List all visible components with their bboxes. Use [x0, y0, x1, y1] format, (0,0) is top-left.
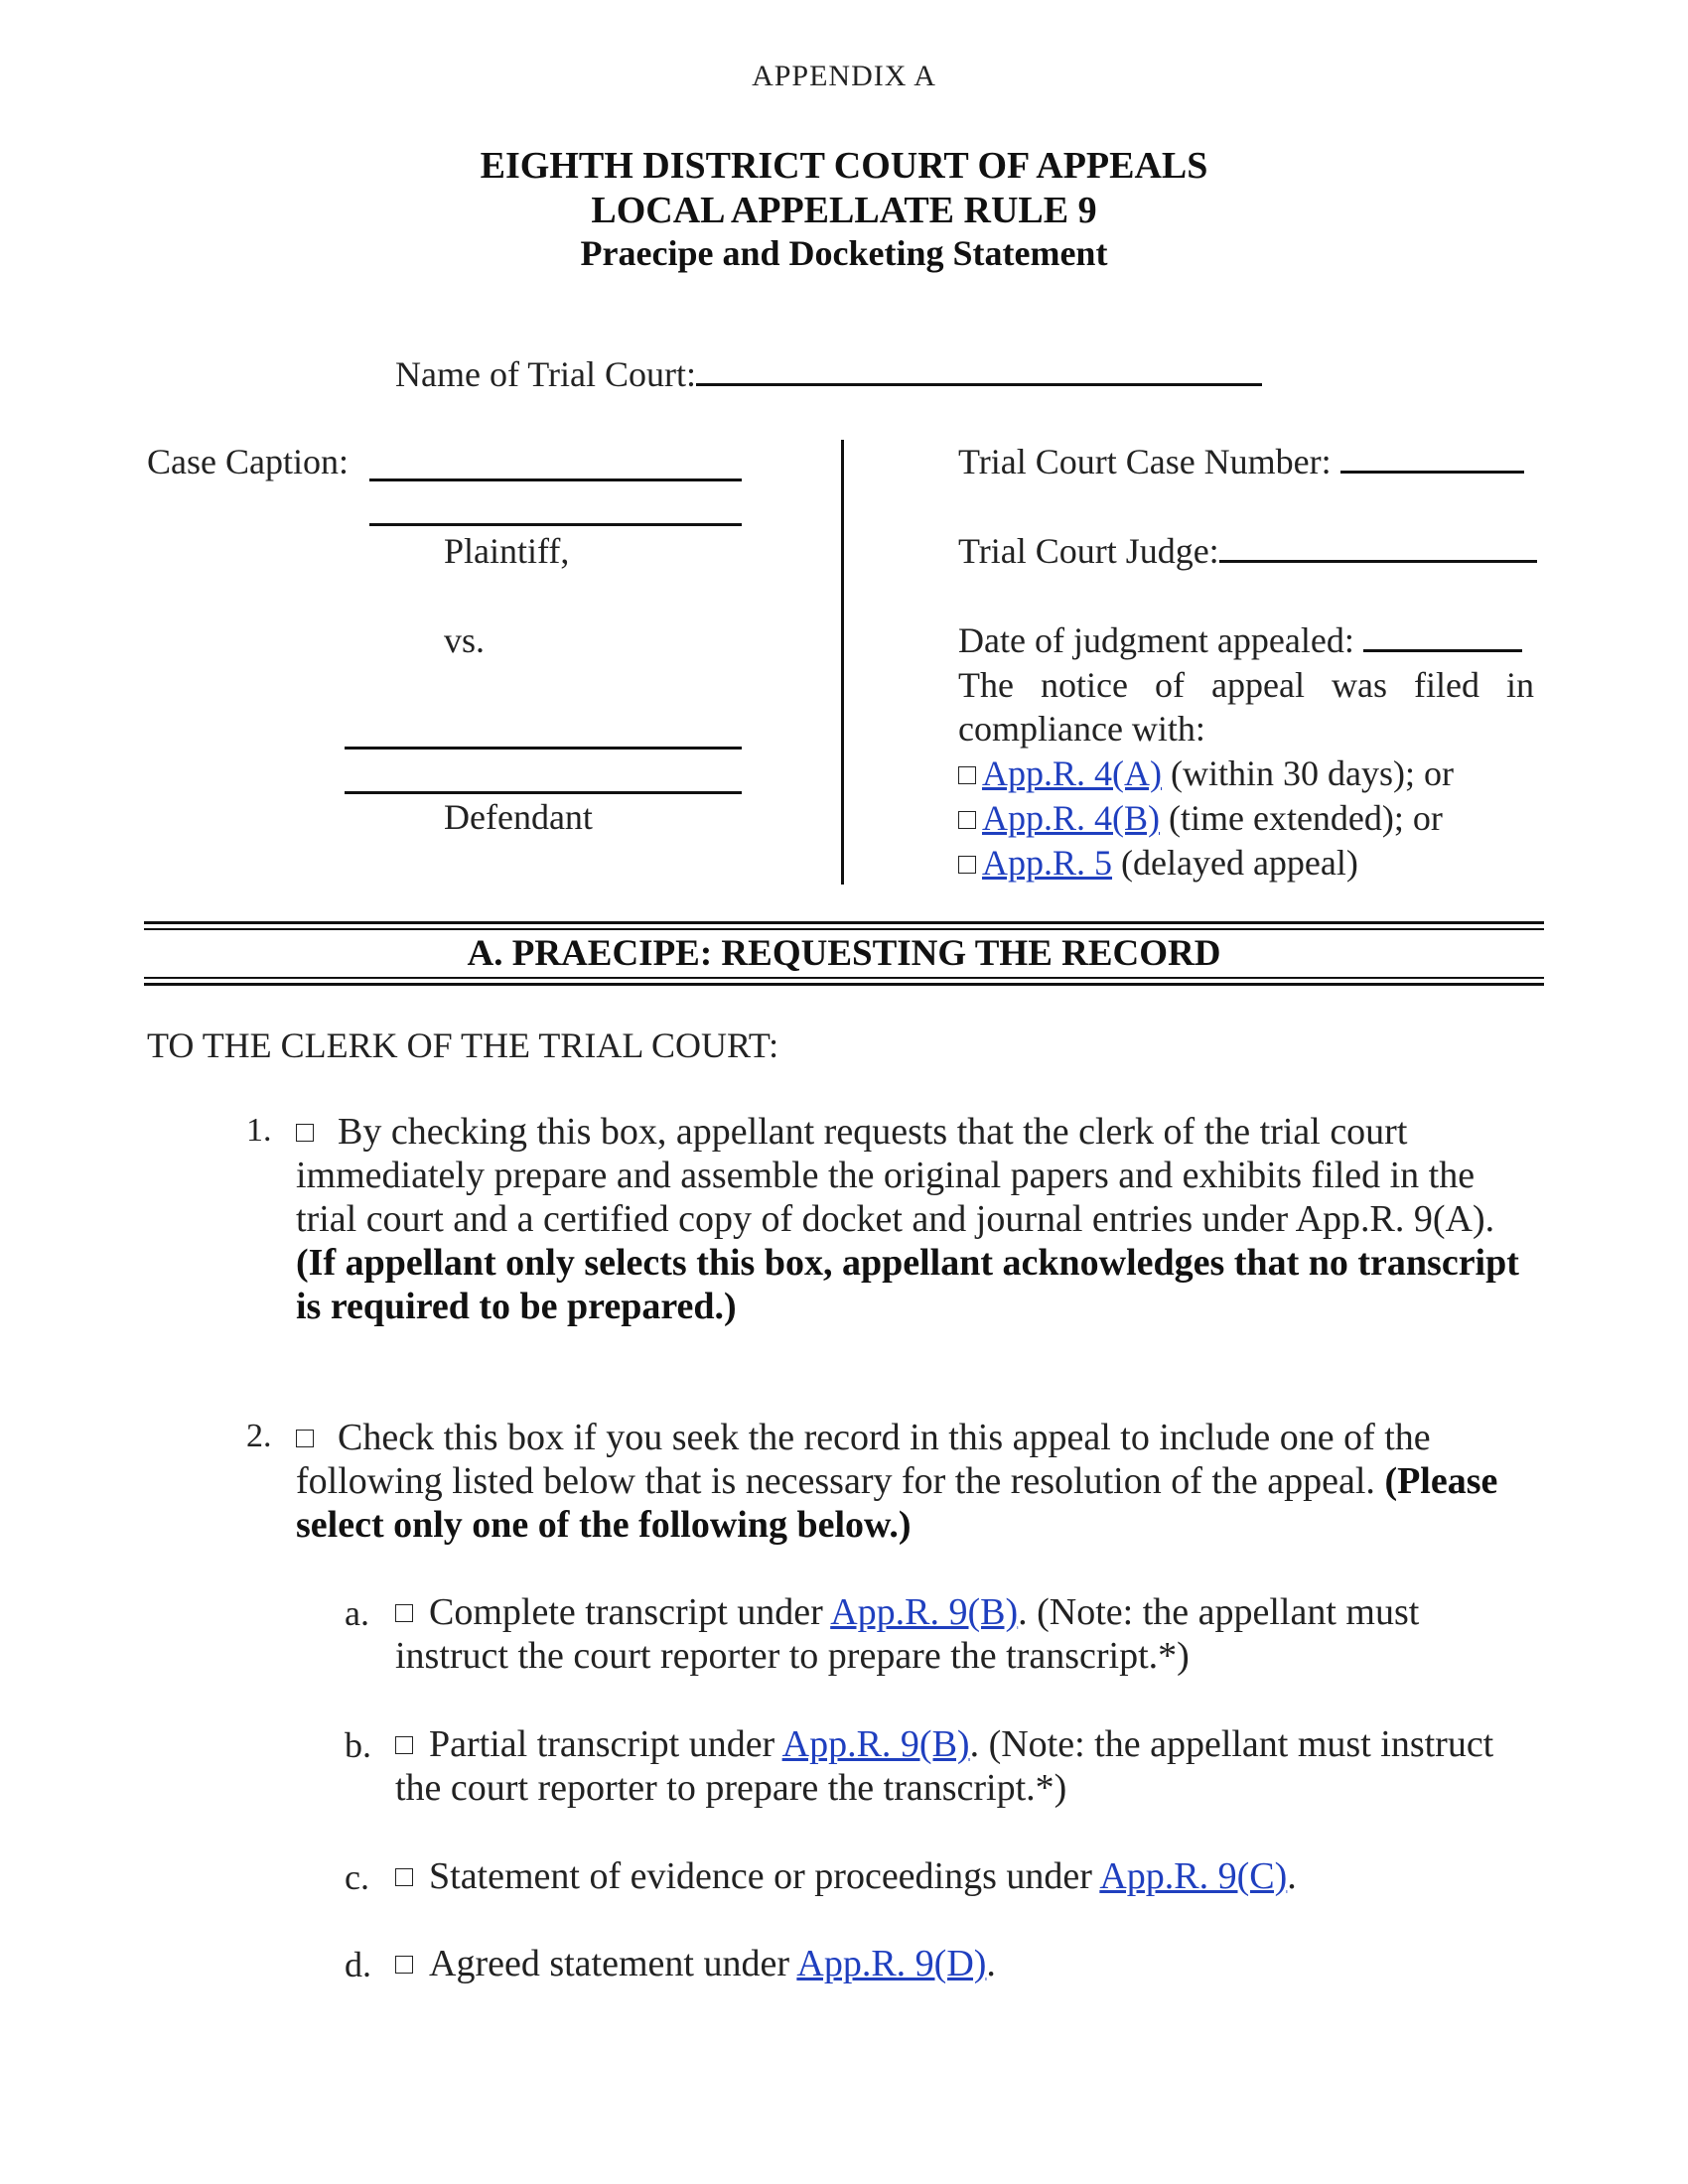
item-1-bold-note: (If appellant only selects this box, appellant acknowledges that no transcript is required to be prepared.)	[296, 1242, 1519, 1327]
section-rule-top-2	[144, 928, 1544, 930]
checkbox-item-1[interactable]	[296, 1124, 314, 1142]
plaintiff-label: Plaintiff,	[444, 531, 570, 571]
checkbox-app-r-4a[interactable]	[958, 766, 976, 784]
link-app-r-4b[interactable]: App.R. 4(B)	[982, 798, 1160, 838]
case-caption-label: Case Caption:	[147, 442, 349, 481]
appendix-label: APPENDIX A	[752, 60, 936, 92]
trial-court-field	[395, 353, 1262, 395]
option-app-r-4a-text: (within 30 days); or	[1170, 753, 1454, 793]
checkbox-subitem-c[interactable]	[395, 1868, 413, 1886]
checkbox-subitem-b[interactable]	[395, 1736, 413, 1754]
link-app-r-9b-partial[interactable]: App.R. 9(B)	[781, 1723, 970, 1765]
subitem-c-letter: c.	[345, 1857, 369, 1897]
option-app-r-5	[958, 842, 1358, 884]
subitem-c-pre: Statement of evidence or proceedings under	[429, 1855, 1092, 1897]
item-1-body: By checking this box, appellant requests that the clerk of the trial court immediately prepare and assemble the original papers and exhibits filed in the trial court and a certified copy of docket and journal entries under App.R. 9(A).	[296, 1111, 1495, 1240]
judgment-date-field	[958, 619, 1522, 661]
subitem-d-post: .	[986, 1943, 996, 1984]
case-number-label: Trial Court Case Number:	[958, 442, 1332, 481]
section-rule-bottom-2	[144, 983, 1544, 986]
subitem-a-text	[395, 1590, 1507, 1678]
trial-court-label: Name of Trial Court:	[395, 354, 696, 394]
judgment-date-input[interactable]	[1363, 648, 1522, 652]
plaintiff-name-line-2[interactable]	[369, 523, 742, 526]
subitem-a-post: . (Note: the appellant must instruct the court reporter to prepare the transcript.*)	[395, 1591, 1420, 1677]
subitem-d-text	[395, 1942, 1507, 1985]
defendant-label: Defendant	[444, 797, 593, 837]
item-2-text	[296, 1416, 1527, 1547]
subitem-b-post: . (Note: the appellant must instruct the court reporter to prepare the transcript.*)	[395, 1723, 1494, 1809]
judge-input[interactable]	[1219, 559, 1537, 563]
subitem-c-post: .	[1287, 1855, 1297, 1897]
rule-title: LOCAL APPELLATE RULE 9	[591, 190, 1097, 231]
item-1-text	[296, 1110, 1537, 1328]
trial-court-input[interactable]	[696, 382, 1262, 386]
item-2-number: 2.	[246, 1418, 272, 1454]
item-1-number: 1.	[246, 1112, 272, 1149]
item-2-bold-note: (Please select only one of the following below.)	[296, 1460, 1498, 1546]
judge-label: Trial Court Judge:	[958, 531, 1219, 571]
subitem-a-letter: a.	[345, 1593, 369, 1633]
notice-line-1: The notice of appeal was filed in	[958, 665, 1534, 705]
link-app-r-9d[interactable]: App.R. 9(D)	[796, 1943, 987, 1984]
vs-label: vs.	[444, 620, 486, 660]
caption-divider	[841, 440, 844, 885]
link-app-r-5[interactable]: App.R. 5	[982, 843, 1113, 883]
case-number-input[interactable]	[1340, 470, 1524, 474]
checkbox-item-2[interactable]	[296, 1430, 314, 1447]
case-number-field	[958, 441, 1524, 482]
subitem-d-letter: d.	[345, 1945, 371, 1984]
subitem-b-letter: b.	[345, 1725, 371, 1765]
subitem-c-text	[395, 1854, 1507, 1898]
option-app-r-5-text: (delayed appeal)	[1121, 843, 1358, 883]
notice-line-2: compliance with:	[958, 709, 1205, 749]
subitem-a-pre: Complete transcript under	[429, 1591, 823, 1633]
checkbox-subitem-a[interactable]	[395, 1604, 413, 1622]
option-app-r-4b-text: (time extended); or	[1169, 798, 1443, 838]
link-app-r-9b-complete[interactable]: App.R. 9(B)	[830, 1591, 1019, 1633]
section-rule-top-1	[144, 921, 1544, 924]
section-a-title: A. PRAECIPE: REQUESTING THE RECORD	[467, 933, 1221, 974]
link-app-r-9c[interactable]: App.R. 9(C)	[1099, 1855, 1288, 1897]
court-name: EIGHTH DISTRICT COURT OF APPEALS	[480, 145, 1208, 187]
defendant-name-line-1[interactable]	[345, 747, 742, 750]
subitem-b-pre: Partial transcript under	[429, 1723, 775, 1765]
defendant-name-line-2[interactable]	[345, 791, 742, 794]
checkbox-app-r-4b[interactable]	[958, 811, 976, 829]
plaintiff-name-line-1[interactable]	[369, 478, 742, 481]
option-app-r-4a	[958, 752, 1454, 794]
section-rule-bottom-1	[144, 977, 1544, 979]
case-caption-field	[147, 441, 349, 482]
option-app-r-4b	[958, 797, 1443, 839]
subitem-d-pre: Agreed statement under	[429, 1943, 789, 1984]
checkbox-app-r-5[interactable]	[958, 856, 976, 874]
judge-field	[958, 530, 1537, 572]
checkbox-subitem-d[interactable]	[395, 1956, 413, 1974]
judgment-date-label: Date of judgment appealed:	[958, 620, 1354, 660]
salutation: TO THE CLERK OF THE TRIAL COURT:	[147, 1025, 779, 1065]
link-app-r-4a[interactable]: App.R. 4(A)	[982, 753, 1162, 793]
item-2-body: Check this box if you seek the record in this appeal to include one of the following listed below that is necessary for the resolution of the appeal.	[296, 1417, 1431, 1502]
subitem-b-text	[395, 1722, 1507, 1810]
form-title: Praecipe and Docketing Statement	[580, 233, 1108, 273]
